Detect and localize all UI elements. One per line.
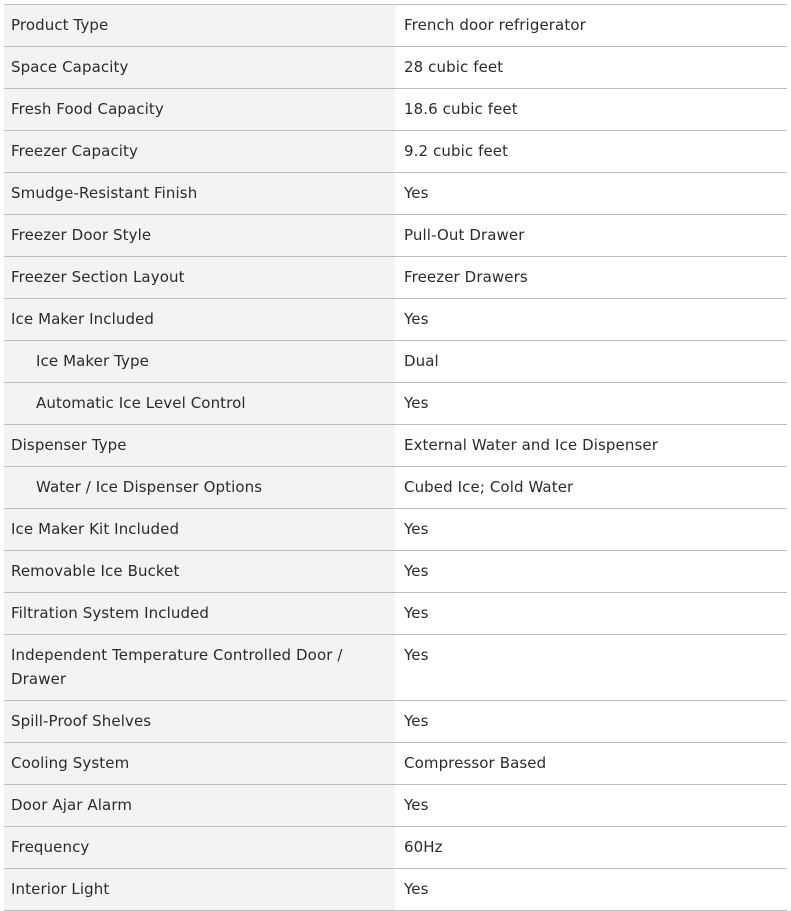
- spec-value: Yes: [395, 785, 787, 827]
- spec-label: Door Ajar Alarm: [4, 785, 395, 827]
- table-row: [4, 341, 787, 383]
- table-row: [4, 743, 787, 785]
- spec-label: Removable Ice Bucket: [4, 551, 395, 593]
- spec-label: Space Capacity: [4, 47, 395, 89]
- table-row: [4, 827, 787, 869]
- spec-value: Compressor Based: [395, 743, 787, 785]
- spec-label-indented: Automatic Ice Level Control: [4, 383, 395, 425]
- spec-label: Freezer Door Style: [4, 215, 395, 257]
- spec-label: Fresh Food Capacity: [4, 89, 395, 131]
- table-row: [4, 467, 787, 509]
- specifications-table: [4, 4, 787, 911]
- spec-label: Dispenser Type: [4, 425, 395, 467]
- spec-value: French door refrigerator: [395, 5, 787, 47]
- spec-value: Yes: [395, 383, 787, 425]
- spec-value: Yes: [395, 551, 787, 593]
- spec-label: Product Type: [4, 5, 395, 47]
- spec-value: Yes: [395, 593, 787, 635]
- table-row: [4, 701, 787, 743]
- spec-value: 60Hz: [395, 827, 787, 869]
- spec-label: Freezer Capacity: [4, 131, 395, 173]
- spec-label: Independent Temperature Controlled Door / Drawer: [4, 635, 395, 701]
- table-row: [4, 551, 787, 593]
- spec-value: 18.6 cubic feet: [395, 89, 787, 131]
- spec-value: Dual: [395, 341, 787, 383]
- table-row: [4, 5, 787, 47]
- spec-value: Yes: [395, 635, 787, 701]
- spec-label-indented: Water / Ice Dispenser Options: [4, 467, 395, 509]
- spec-label: Interior Light: [4, 869, 395, 911]
- table-row: [4, 131, 787, 173]
- spec-label: Spill-Proof Shelves: [4, 701, 395, 743]
- spec-value: External Water and Ice Dispenser: [395, 425, 787, 467]
- table-row: [4, 509, 787, 551]
- table-row: [4, 89, 787, 131]
- table-row: [4, 425, 787, 467]
- spec-value: Freezer Drawers: [395, 257, 787, 299]
- table-row: [4, 593, 787, 635]
- table-row: [4, 299, 787, 341]
- spec-value: Yes: [395, 299, 787, 341]
- spec-value: 28 cubic feet: [395, 47, 787, 89]
- spec-value: Yes: [395, 869, 787, 911]
- spec-label: Smudge-Resistant Finish: [4, 173, 395, 215]
- spec-label: Filtration System Included: [4, 593, 395, 635]
- spec-label: Cooling System: [4, 743, 395, 785]
- spec-label: Freezer Section Layout: [4, 257, 395, 299]
- spec-label: Ice Maker Included: [4, 299, 395, 341]
- table-row: [4, 635, 787, 701]
- spec-value: Pull-Out Drawer: [395, 215, 787, 257]
- table-row: [4, 47, 787, 89]
- spec-label: Ice Maker Kit Included: [4, 509, 395, 551]
- spec-value: Yes: [395, 701, 787, 743]
- table-row: [4, 383, 787, 425]
- table-row: [4, 785, 787, 827]
- spec-label-indented: Ice Maker Type: [4, 341, 395, 383]
- spec-value: Yes: [395, 509, 787, 551]
- table-row: [4, 215, 787, 257]
- spec-value: Cubed Ice; Cold Water: [395, 467, 787, 509]
- table-row: [4, 173, 787, 215]
- spec-value: 9.2 cubic feet: [395, 131, 787, 173]
- table-row: [4, 869, 787, 911]
- table-row: [4, 257, 787, 299]
- spec-label: Frequency: [4, 827, 395, 869]
- spec-value: Yes: [395, 173, 787, 215]
